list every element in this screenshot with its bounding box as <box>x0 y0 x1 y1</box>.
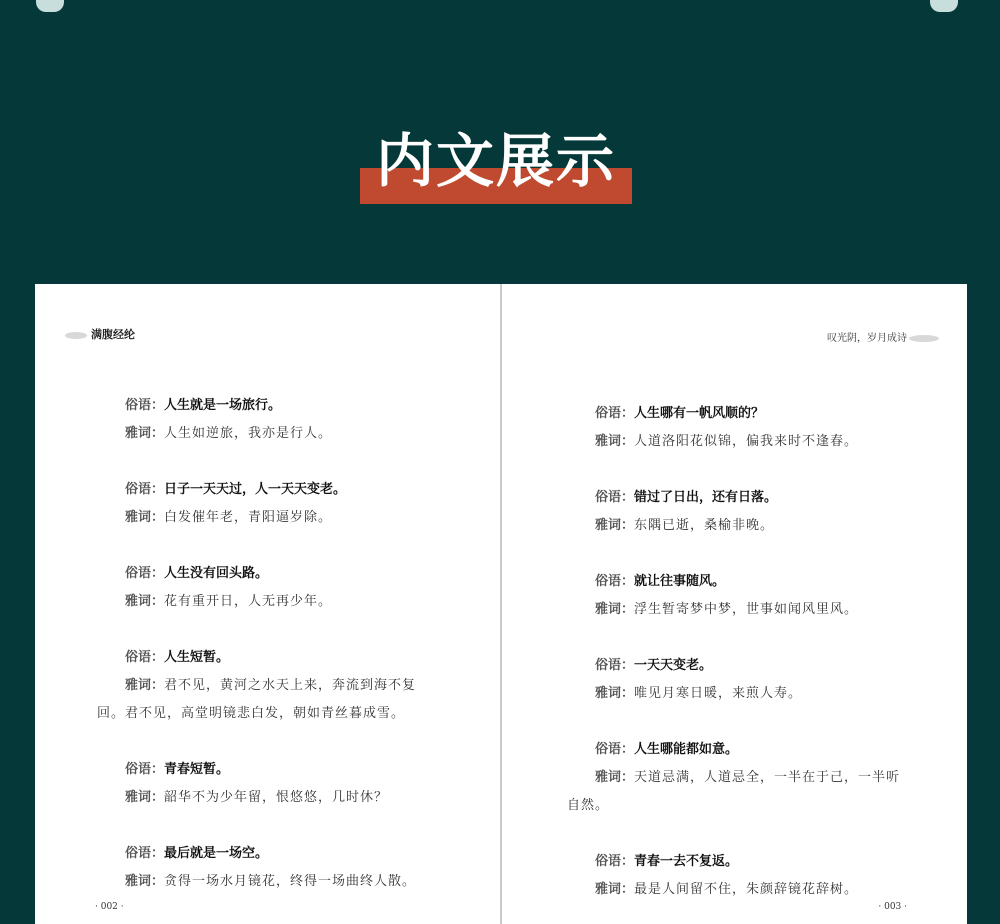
suyu-text: 人生哪能都如意。 <box>634 742 739 757</box>
entry <box>595 484 900 540</box>
yaci-label: 雅词： <box>595 882 635 897</box>
yaci-label: 雅词： <box>595 770 635 785</box>
entry <box>567 736 901 820</box>
yaci-text: 天道忌满，人道忌全，一半在于己，一半听 <box>634 770 901 785</box>
decor-tab-left <box>36 0 64 12</box>
entry <box>125 392 416 448</box>
entry <box>595 568 900 624</box>
suyu-text: 就让往事随风。 <box>634 574 726 589</box>
suyu-label: 俗语： <box>595 854 635 869</box>
yaci-text: 人生如逆旅，我亦是行人。 <box>164 426 333 441</box>
suyu-text: 人生短暂。 <box>164 650 230 665</box>
yaci-label: 雅词： <box>125 790 165 805</box>
running-header-left <box>65 326 135 342</box>
suyu-text: 人生就是一场旅行。 <box>164 398 282 413</box>
suyu-label: 俗语： <box>595 574 635 589</box>
yaci-text: 贪得一场水月镜花，终得一场曲终人散。 <box>164 874 417 889</box>
title-text: 内文展示 <box>375 127 616 195</box>
suyu-label: 俗语： <box>125 846 165 861</box>
suyu-text: 日子一天天过，人一天天变老。 <box>164 482 347 497</box>
yaci-label: 雅词： <box>595 602 635 617</box>
section-title <box>360 126 632 206</box>
running-header-right <box>827 329 939 344</box>
entry <box>125 840 416 896</box>
yaci-label: 雅词： <box>125 678 165 693</box>
suyu-label: 俗语： <box>125 398 165 413</box>
yaci-text: 花有重开日，人无再少年。 <box>164 594 333 609</box>
suyu-label: 俗语： <box>595 490 635 505</box>
entry <box>125 476 416 532</box>
yaci-label: 雅词： <box>125 594 165 609</box>
suyu-label: 俗语： <box>595 658 635 673</box>
book-page-left <box>35 284 500 924</box>
yaci-text: 最是人间留不住，朱颜辞镜花辞树。 <box>634 882 859 897</box>
yaci-text: 唯见月寒日暖，来煎人寿。 <box>634 686 803 701</box>
yaci-label: 雅词： <box>595 686 635 701</box>
yaci-label: 雅词： <box>595 518 635 533</box>
entry <box>125 560 416 616</box>
entry <box>595 652 900 708</box>
running-header-text: 满腹经纶 <box>91 328 135 341</box>
yaci-label: 雅词： <box>125 426 165 441</box>
brush-stroke-icon <box>909 335 939 342</box>
entry-list-right <box>567 400 901 924</box>
yaci-continuation: 回。君不见，高堂明镜悲白发，朝如青丝暮成雪。 <box>97 706 406 721</box>
book-page-right <box>502 284 967 924</box>
suyu-label: 俗语： <box>595 406 635 421</box>
yaci-text: 浮生暂寄梦中梦，世事如闻风里风。 <box>634 602 859 617</box>
yaci-label: 雅词： <box>125 510 165 525</box>
suyu-label: 俗语： <box>125 762 165 777</box>
suyu-text: 人生哪有一帆风顺的？ <box>634 406 765 421</box>
page-number: · 003 · <box>878 902 907 912</box>
yaci-text: 人道洛阳花似锦，偏我来时不逢春。 <box>634 434 859 449</box>
suyu-text: 人生没有回头路。 <box>164 566 269 581</box>
entry <box>97 644 417 728</box>
suyu-text: 青春短暂。 <box>164 762 230 777</box>
page-number: · 002 · <box>95 902 124 912</box>
suyu-label: 俗语： <box>125 566 165 581</box>
suyu-text: 最后就是一场空。 <box>164 846 269 861</box>
entry <box>595 848 900 904</box>
yaci-text: 东隅已逝，桑榆非晚。 <box>634 518 775 533</box>
yaci-text: 韶华不为少年留，恨悠悠，几时休？ <box>164 790 389 805</box>
yaci-text: 白发催年老，青阳逼岁除。 <box>164 510 333 525</box>
suyu-text: 一天天变老。 <box>634 658 713 673</box>
suyu-text: 青春一去不复返。 <box>634 854 739 869</box>
entry <box>595 400 900 456</box>
suyu-label: 俗语： <box>595 742 635 757</box>
entry <box>125 756 416 812</box>
yaci-label: 雅词： <box>125 874 165 889</box>
decor-tab-right <box>930 0 958 12</box>
suyu-text: 错过了日出，还有日落。 <box>634 490 778 505</box>
suyu-label: 俗语： <box>125 482 165 497</box>
running-header-text: 叹光阴，岁月成诗 <box>827 333 907 344</box>
yaci-label: 雅词： <box>595 434 635 449</box>
yaci-text: 君不见，黄河之水天上来，奔流到海不复 <box>164 678 417 693</box>
brush-stroke-icon <box>65 332 87 339</box>
suyu-label: 俗语： <box>125 650 165 665</box>
yaci-continuation: 自然。 <box>567 798 610 813</box>
